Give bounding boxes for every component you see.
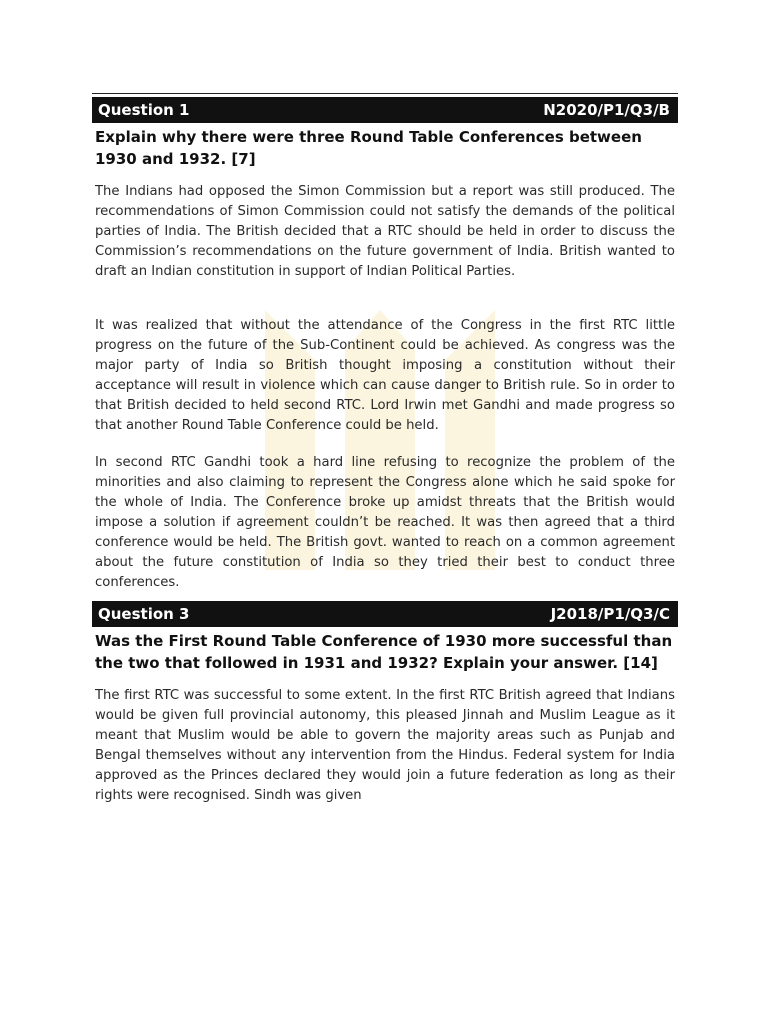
question-code: J2018/P1/Q3/C bbox=[550, 605, 670, 623]
answer-paragraph: In second RTC Gandhi took a hard line refusing to recognize the problem of the minorities and also claiming to represent the Congress alone which he said spoke for the whole of India. The Conference broke up amidst threats that the British would impose a solution if agreement couldn’t be reached. It was then agreed that a third conference would be held. The British govt. wanted to reach on a common agreement about the future constitution of India so they tried their best to conduct three conferences. bbox=[95, 455, 675, 590]
question-label: Question 3 bbox=[98, 605, 190, 623]
question-header-3 bbox=[92, 601, 678, 627]
question-prompt-1: Explain why there were three Round Table Conferences between 1930 and 1932. [7] bbox=[95, 128, 642, 168]
question-header-1 bbox=[92, 97, 678, 123]
answer-paragraph: The Indians had opposed the Simon Commission but a report was still produced. The recommendations of Simon Commission could not satisfy the demands of the political parties of India. The British decided that a RTC should be held in order to discuss the Commission’s recommendations on the future government of India. British wanted to draft an Indian constitution in support of Indian Political Parties. bbox=[95, 184, 675, 279]
question-label: Question 1 bbox=[98, 101, 190, 119]
answer-paragraph: The first RTC was successful to some extent. In the first RTC British agreed that Indians would be given full provincial autonomy, this pleased Jinnah and Muslim League as it meant that Muslim would be able to govern the majority areas such as Punjab and Bengal themselves without any intervention from the Hindus. Federal system for India approved as the Princes declared they would join a future federation as long as their rights were recognised. Sindh was given bbox=[95, 688, 675, 803]
answer-paragraph: It was realized that without the attendance of the Congress in the first RTC little progress on the future of the Sub-Continent could be achieved. As congress was the major party of India so British thought imposing a constitution without their acceptance will result in violence which can cause danger to British rule. So in order to that British decided to held second RTC. Lord Irwin met Gandhi and made progress so that another Round Table Conference could be held. bbox=[95, 318, 675, 433]
top-rule bbox=[92, 93, 678, 94]
question-code: N2020/P1/Q3/B bbox=[543, 101, 670, 119]
question-prompt-3: Was the First Round Table Conference of 1930 more successful than the two that followed in 1931 and 1932? Explain your answer. [14] bbox=[95, 632, 673, 672]
